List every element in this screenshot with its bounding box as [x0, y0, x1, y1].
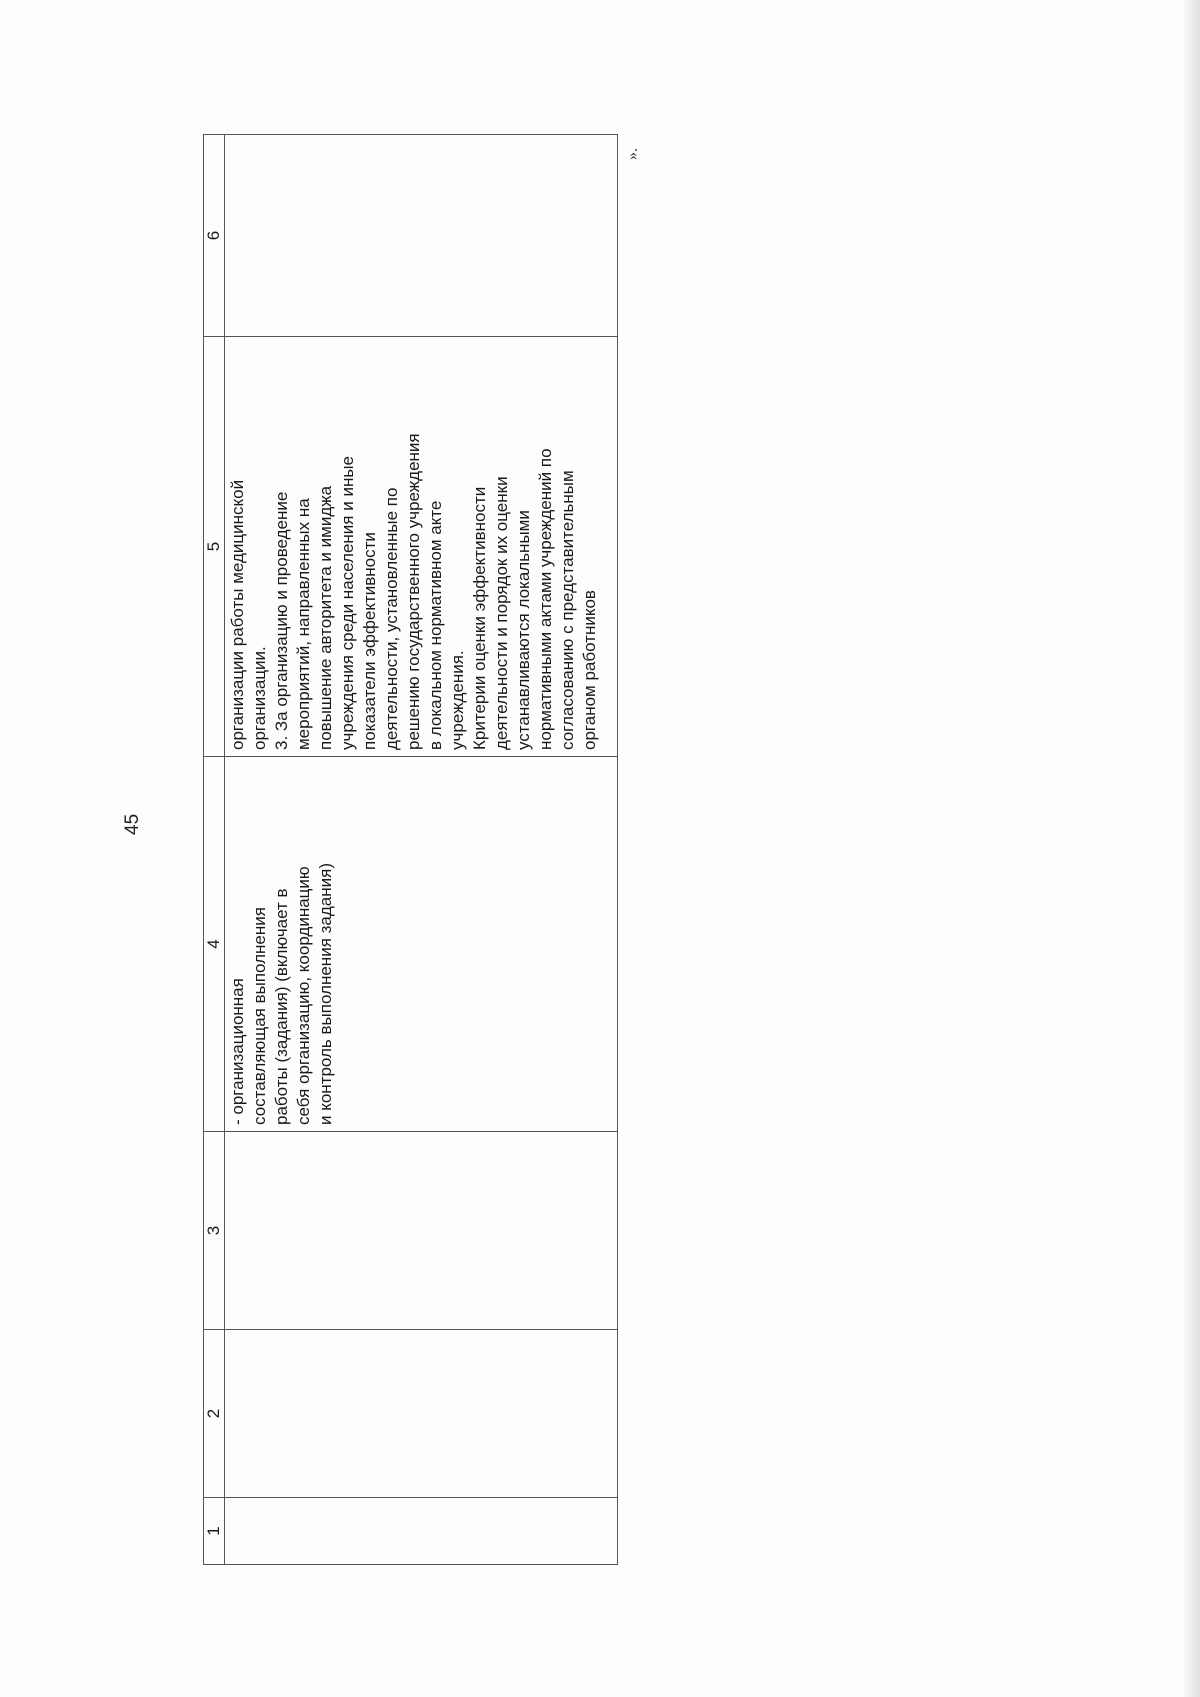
- cell-5-line: нормативными актами учреждений по: [536, 448, 555, 750]
- cell-5-line: учреждения среди населения и иные: [338, 455, 357, 750]
- cell-col-4: [225, 757, 618, 1132]
- cell-col-1: [225, 1498, 618, 1565]
- cell-5-line: организации.: [250, 646, 269, 750]
- cell-5-line: деятельности и порядок их оценки: [492, 476, 511, 750]
- rotated-table-container: [203, 135, 623, 1565]
- table-header-row: [204, 135, 225, 1565]
- cell-5-line: Критерии оценки эффективности: [470, 486, 489, 750]
- cell-5-line: показатели эффективности: [360, 532, 379, 750]
- cell-5-line: мероприятий, направленных на: [294, 498, 313, 750]
- header-col-1: 1: [204, 1498, 225, 1565]
- cell-col-2: [225, 1330, 618, 1498]
- cell-4-line: составляющая выполнения: [250, 907, 269, 1125]
- table-row: [225, 135, 618, 1565]
- header-col-4: 4: [204, 757, 225, 1132]
- cell-5-line: организации работы медицинской: [228, 479, 247, 750]
- cell-5-line: 3. За организацию и проведение: [272, 491, 291, 750]
- cell-5-line: повышение авторитета и имиджа: [316, 485, 335, 750]
- cell-col-5: [225, 337, 618, 757]
- cell-4-line: - организационная: [228, 978, 247, 1125]
- cell-5-line: устанавливаются локальными: [514, 510, 533, 750]
- header-col-6: 6: [204, 135, 225, 337]
- cell-5-line: в локальном нормативном акте: [426, 500, 445, 750]
- cell-4-line: себя организацию, координацию: [294, 866, 313, 1125]
- closing-quote-mark: ».: [624, 148, 641, 160]
- cell-col-6: [225, 135, 618, 337]
- document-table: [203, 134, 618, 1565]
- page-number: 45: [122, 813, 143, 835]
- header-col-3: 3: [204, 1132, 225, 1330]
- cell-4-line: и контроль выполнения задания): [316, 863, 335, 1125]
- cell-5-line: согласованию с представительным: [558, 470, 577, 750]
- cell-4-line: работы (задания) (включает в: [272, 888, 291, 1125]
- cell-5-line: органом работников: [580, 590, 599, 750]
- cell-col-3: [225, 1132, 618, 1330]
- cell-5-line: решению государственного учреждения: [404, 433, 423, 750]
- header-col-5: 5: [204, 337, 225, 757]
- cell-5-line: учреждения.: [448, 650, 467, 750]
- cell-5-line: деятельности, установленные по: [382, 487, 401, 750]
- header-col-2: 2: [204, 1330, 225, 1498]
